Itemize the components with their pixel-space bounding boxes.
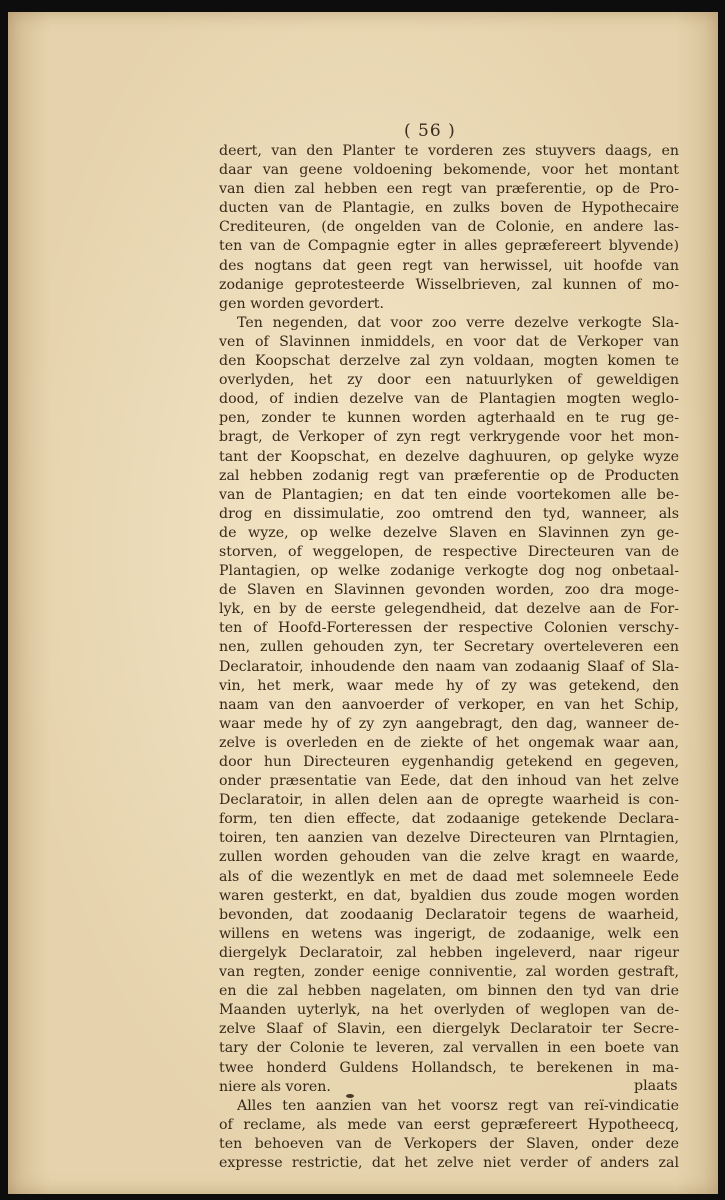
text-line: vin, het merk, waar mede hy of zy was getekend, den xyxy=(219,677,679,694)
text-line: daar van geene voldoening bekomende, voor het montant xyxy=(219,162,679,179)
text-line: ten of Hoofd-Forteressen der respective Colonien verschy- xyxy=(219,620,679,637)
text-line: zelve is overleden en de ziekte of het ongemak waar aan, xyxy=(219,734,679,751)
text-line: form, ten dien effecte, dat zodaanige getekende Declara- xyxy=(219,811,679,828)
text-line: zal hebben zodanig regt van præferentie op de Producten xyxy=(219,467,679,484)
text-line: Declaratoir, inhoudende den naam van zodaanig Slaaf of Sla- xyxy=(219,658,679,675)
text-line: of reclame, als mede van eerst gepræfereert Hypotheecq, xyxy=(219,1116,679,1133)
text-line: bragt, de Verkoper of zyn regt verkrygende voor het mon- xyxy=(219,429,679,446)
text-line: zullen worden gehouden van die zelve kragt en waarde, xyxy=(219,849,679,866)
text-line: zelve Slaaf of Slavin, een diergelyk Declaratoir ter Secre- xyxy=(219,1021,679,1038)
text-line: nen, zullen gehouden zyn, ter Secretary overteleveren een xyxy=(219,639,679,656)
text-line: des nogtans dat geen regt van herwissel, uit hoofde van xyxy=(219,257,679,274)
text-line: Declaratoir, in allen delen aan de opregte waarheid is con- xyxy=(219,792,679,809)
ink-smudge xyxy=(346,1094,354,1098)
text-line: van dien zal hebben een regt van præferentie, op de Pro- xyxy=(219,181,679,198)
text-line: bevonden, dat zoodaanig Declaratoir tegens de waarheid, xyxy=(219,906,679,923)
text-line: gen worden gevordert. xyxy=(219,295,385,312)
text-line: den Koopschat derzelve zal zyn voldaan, mogten komen te xyxy=(219,353,679,370)
text-line: deert, van den Planter te vorderen zes stuyvers daags, en xyxy=(219,143,679,159)
text-line: tary der Colonie te leveren, zal vervallen in een boete van xyxy=(219,1040,679,1057)
text-line: diergelyk Declaratoir, zal hebben ingeleverd, naar rigeur xyxy=(219,944,679,961)
body-text xyxy=(219,142,679,1173)
text-line: als of die wezentlyk en met de daad met solemneele Eede xyxy=(219,868,679,885)
text-line: Plantagien, op welke zodanige verkogte dog nog onbetaal- xyxy=(219,563,679,580)
text-line: niere als voren. xyxy=(219,1078,331,1095)
text-line: Crediteuren, (de ongelden van de Colonie, en andere las- xyxy=(219,219,679,236)
text-line: de Slaven en Slavinnen gevonden worden, zoo dra moge- xyxy=(219,582,679,599)
text-line: Alles ten aanzien van het voorsz regt van reï-vindicatie xyxy=(237,1097,679,1114)
text-line: ducten van de Plantagie, en zulks boven de Hypothecaire xyxy=(219,200,679,217)
text-line: ven of Slavinnen inmiddels, en voor dat de Verkoper van xyxy=(219,333,679,350)
text-line: van de Plantagien; en dat ten einde voortekomen alle be- xyxy=(219,486,679,503)
text-line: ten van de Compagnie egter in alles gepræfereert blyvende) xyxy=(219,238,679,255)
text-line: twee honderd Guldens Hollandsch, te berekenen in ma- xyxy=(219,1059,679,1076)
text-line: waar mede hy of zy zyn aangebragt, den dag, wanneer de- xyxy=(219,715,679,732)
text-line: overlyden, het zy door een natuurlyken of geweldigen xyxy=(219,372,679,389)
text-line: lyk, en by de eerste gelegendheid, dat dezelve aan de For- xyxy=(219,601,679,618)
text-line: Ten negenden, dat voor zoo verre dezelve verkogte Sla- xyxy=(237,314,679,331)
text-line: toiren, ten aanzien van dezelve Directeuren van Plrntagien, xyxy=(219,830,679,847)
text-line: tant der Koopschat, en dezelve daghuuren, op gelyke wyze xyxy=(219,448,679,465)
text-line: onder præsentatie van Eede, dat den inhoud van het zelve xyxy=(219,773,679,790)
text-line: en die zal hebben nagelaten, om binnen den tyd van drie xyxy=(219,983,679,1000)
text-line: van regten, zonder eenige conniventie, zal worden gestraft, xyxy=(219,964,679,981)
text-line: expresse restrictie, dat het zelve niet verder of anders zal xyxy=(219,1154,679,1171)
text-line: door hun Directeuren eygenhandig getekend en gegeven, xyxy=(219,754,679,770)
text-line: willens en wetens was ingerigt, de zodaanige, welk een xyxy=(219,925,679,942)
text-line: Maanden uyterlyk, na het overlyden of weglopen van de- xyxy=(219,1002,679,1019)
text-line: drog en dissimulatie, zoo omtrend den tyd, wanneer, als xyxy=(219,505,679,522)
text-line: dood, of indien dezelve van de Plantagien mogten weglo- xyxy=(219,391,679,408)
text-line: zodanige geprotesteerde Wisselbrieven, zal kunnen of mo- xyxy=(219,276,679,293)
text-line: naam van den aanvoerder of verkoper, en van het Schip, xyxy=(219,696,679,713)
text-line: pen, zonder te kunnen worden agterhaald en te rug ge- xyxy=(219,410,679,427)
text-line: storven, of weggelopen, de respective Directeuren van de xyxy=(219,543,679,560)
text-line: waren gesterkt, en dat, byaldien dus zoude mogen worden xyxy=(219,887,679,904)
text-line: de wyze, op welke dezelve Slaven en Slavinnen zyn ge- xyxy=(219,524,679,541)
catchword: plaats xyxy=(634,1078,678,1094)
text-line: ten behoeven van de Verkopers der Slaven, onder deze xyxy=(219,1135,679,1152)
page-number: ( 56 ) xyxy=(404,121,456,141)
